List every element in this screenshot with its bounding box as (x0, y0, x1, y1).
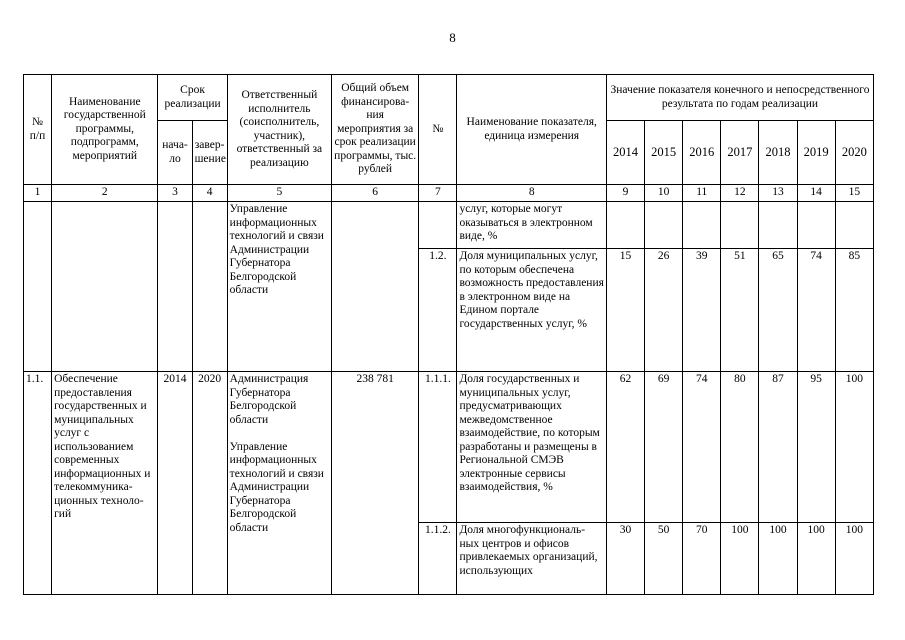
value-cell: 85 (835, 249, 873, 372)
col-number: 11 (683, 185, 721, 202)
empty-cell (192, 202, 227, 372)
value-cell: 100 (835, 523, 873, 595)
year-cell: 2018 (759, 121, 797, 185)
col-number: 4 (192, 185, 227, 202)
col-number: 1 (24, 185, 52, 202)
header-responsible: Ответственный исполнитель (соисполнитель, участник), ответственный за реализацию (227, 75, 331, 185)
indicator-text: Доля государственных и муниципальных услуг, предусматривающих межведомственное взаимодействие, по которым разработаны и размещены в Региональной СМЭВ электронные сервисы взаимодействия, % (457, 372, 607, 523)
value-cell: 30 (606, 523, 644, 595)
end-year: 2020 (192, 372, 227, 595)
value-cell: 51 (721, 249, 759, 372)
empty-cell (52, 202, 158, 372)
header-num: № п/п (24, 75, 52, 185)
col-number: 15 (835, 185, 873, 202)
program-name: Обеспечение предоставления государственных и муниципальных услуг с использованием современных информационных и телекоммуника-ционных техноло-гий (52, 372, 158, 595)
empty-cell (759, 202, 797, 249)
start-year: 2014 (158, 372, 192, 595)
header-name: Наименование государственной программы, подпрограмм, мероприятий (52, 75, 158, 185)
value-cell: 80 (721, 372, 759, 523)
year-cell: 2014 (606, 121, 644, 185)
indicator-text: Доля многофункциональ-ных центров и офисов привлекаемых организаций, использующих (457, 523, 607, 595)
indicator-num: 1.1.1. (419, 372, 457, 523)
page-number: 8 (449, 30, 456, 45)
col-number: 7 (419, 185, 457, 202)
value-cell: 39 (683, 249, 721, 372)
empty-cell (683, 202, 721, 249)
year-cell: 2015 (645, 121, 683, 185)
col-number: 2 (52, 185, 158, 202)
year-cell: 2020 (835, 121, 873, 185)
year-cell: 2017 (721, 121, 759, 185)
value-cell: 100 (797, 523, 835, 595)
value-cell: 100 (835, 372, 873, 523)
header-start: нача-ло (158, 121, 192, 185)
empty-cell (419, 202, 457, 249)
col-number: 12 (721, 185, 759, 202)
value-cell: 87 (759, 372, 797, 523)
header-end: завер-шение (192, 121, 227, 185)
financing: 238 781 (332, 372, 419, 595)
value-cell: 69 (645, 372, 683, 523)
value-cell: 100 (759, 523, 797, 595)
empty-cell (835, 202, 873, 249)
value-cell: 74 (683, 372, 721, 523)
empty-cell (158, 202, 192, 372)
col-number: 13 (759, 185, 797, 202)
empty-cell (606, 202, 644, 249)
header-indicator-name: Наименование показателя, единица измерения (457, 75, 607, 185)
header-financing: Общий объем финансирова-ния мероприятия за срок реализации программы, тыс. рублей (332, 75, 419, 185)
responsible-continued: Управление информационных технологий и связи Администрации Губернатора Белгородской области (227, 202, 331, 372)
indicator-text: Доля муниципальных услуг, по которым обеспечена возможность предоставления в электронном виде на Едином портале государственных услуг, % (457, 249, 607, 372)
value-cell: 26 (645, 249, 683, 372)
header-values: Значение показателя конечного и непосредственного результата по годам реализации (606, 75, 873, 121)
col-number: 9 (606, 185, 644, 202)
empty-cell (24, 202, 52, 372)
value-cell: 15 (606, 249, 644, 372)
empty-cell (332, 202, 419, 372)
value-cell: 50 (645, 523, 683, 595)
value-cell: 62 (606, 372, 644, 523)
value-cell: 95 (797, 372, 835, 523)
empty-cell (721, 202, 759, 249)
col-number: 6 (332, 185, 419, 202)
row-num: 1.1. (24, 372, 52, 595)
indicator-num: 1.1.2. (419, 523, 457, 595)
value-cell: 100 (721, 523, 759, 595)
header-indicator-num: № (419, 75, 457, 185)
indicator-num: 1.2. (419, 249, 457, 372)
col-number: 8 (457, 185, 607, 202)
indicator-text-continued: услуг, которые могут оказываться в электронном виде, % (457, 202, 607, 249)
col-number: 3 (158, 185, 192, 202)
responsible: Администрация Губернатора Белгородской области Управление информационных технологий и связи Администрации Губернатора Белгородской области (227, 372, 331, 595)
col-number: 10 (645, 185, 683, 202)
program-table (23, 74, 874, 595)
value-cell: 74 (797, 249, 835, 372)
empty-cell (645, 202, 683, 249)
value-cell: 70 (683, 523, 721, 595)
col-number: 14 (797, 185, 835, 202)
empty-cell (797, 202, 835, 249)
col-number: 5 (227, 185, 331, 202)
value-cell: 65 (759, 249, 797, 372)
year-cell: 2016 (683, 121, 721, 185)
year-cell: 2019 (797, 121, 835, 185)
header-term: Срок реализации (158, 75, 227, 121)
